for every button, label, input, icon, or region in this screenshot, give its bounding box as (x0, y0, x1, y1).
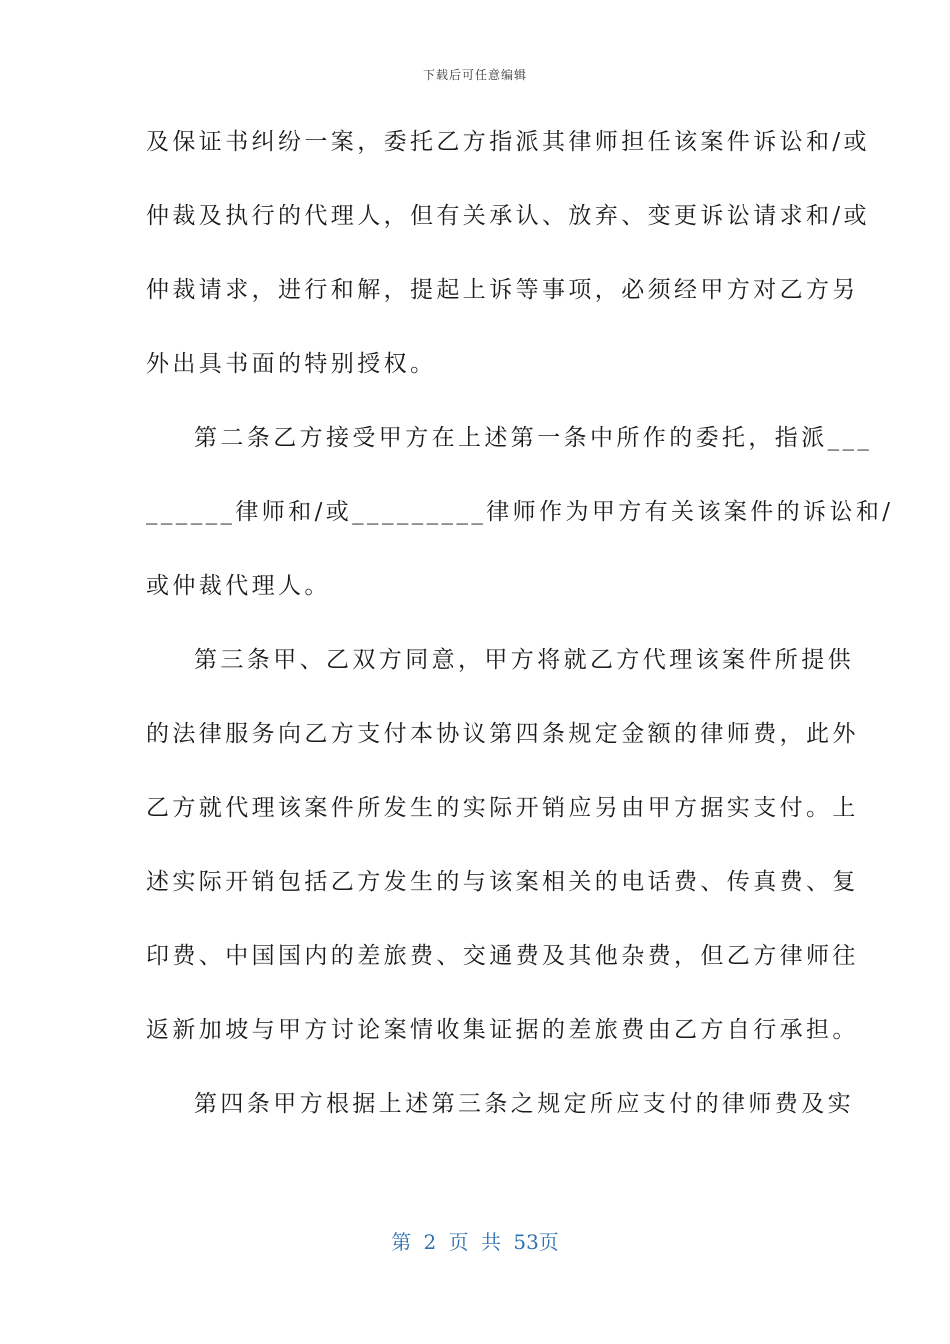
paragraph-start-line: 第三条甲、乙双方同意，甲方将就乙方代理该案件所提供 (194, 647, 854, 673)
text-line: 或仲裁代理人。 (146, 573, 331, 599)
text-line: 及保证书纠纷一案，委托乙方指派其律师担任该案件诉讼和/或 (146, 129, 870, 155)
text-line: 乙方就代理该案件所发生的实际开销应另由甲方据实支付。上 (146, 795, 859, 821)
page-header-note: 下载后可任意编辑 (422, 68, 527, 82)
text-line: 仲裁请求，进行和解，提起上诉等事项，必须经甲方对乙方另 (146, 277, 859, 303)
page-number: 第 2 页 共 53页 (391, 1230, 559, 1254)
text-line: 返新加坡与甲方讨论案情收集证据的差旅费由乙方自行承担。 (146, 1017, 859, 1043)
paragraph-start-line: 第四条甲方根据上述第三条之规定所应支付的律师费及实 (194, 1091, 854, 1117)
text-line: 仲裁及执行的代理人，但有关承认、放弃、变更诉讼请求和/或 (146, 203, 870, 229)
paragraph-start-line: 第二条乙方接受甲方在上述第一条中所作的委托，指派___ (194, 425, 873, 451)
text-line: 述实际开销包括乙方发生的与该案相关的电话费、传真费、复 (146, 869, 859, 895)
text-line: 的法律服务向乙方支付本协议第四条规定金额的律师费，此外 (146, 721, 859, 747)
text-line: 外出具书面的特别授权。 (146, 351, 437, 377)
text-line: ______律师和/或_________律师作为甲方有关该案件的诉讼和/ (146, 499, 894, 525)
text-line: 印费、中国国内的差旅费、交通费及其他杂费，但乙方律师往 (146, 943, 859, 969)
